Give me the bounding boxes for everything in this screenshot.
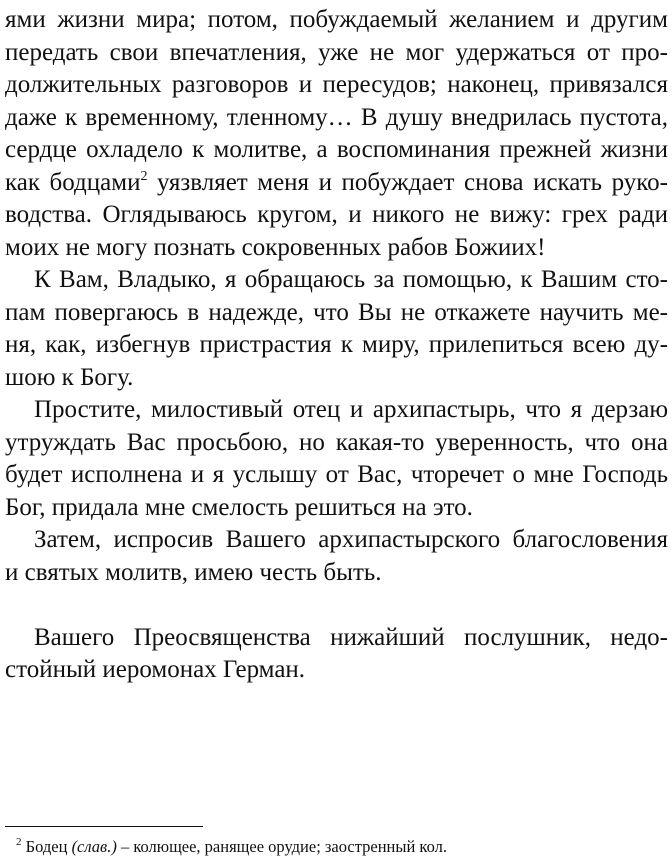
text-fragment: как бодцами <box>5 168 141 196</box>
text-line: утруждать Вас просьбою, но какая-то уверенность, что она <box>5 428 668 456</box>
footnote-term: Бодец <box>25 837 68 856</box>
text-line-with-footnote-ref <box>5 167 668 200</box>
text-line: К Вам, Владыко, я обращаюсь за помощью, к Вашим сто- <box>34 266 668 293</box>
text-line: пам повергаюсь в надежде, что Вы не откажете научить ме- <box>5 298 668 326</box>
text-line: должительных разговоров и пересудов; наконец, привязался <box>5 71 668 98</box>
signature-line: стойный иеромонах Герман. <box>5 656 306 683</box>
text-line: ями жизни мира; потом, побуждаемый желанием и другим <box>5 6 668 33</box>
text-line: моих не могу познать сокровенных рабов Божиих! <box>5 233 546 261</box>
text-line: водства. Оглядываюсь кругом, и никого не вижу: грех ради <box>5 201 668 228</box>
signature-line: Вашего Преосвященства нижайший послушник, недо- <box>34 623 668 651</box>
paragraph-gap <box>5 589 668 622</box>
footnote <box>16 836 447 858</box>
text-line: сердце охладело к молитве, а воспоминания прежней жизни <box>5 136 668 163</box>
footnote-number: 2 <box>16 836 22 848</box>
text-line: будет исполнена и я услышу от Вас, чторечет о мне Господь <box>5 461 668 488</box>
footnote-reference[interactable]: 2 <box>140 168 148 184</box>
footnote-definition: – колющее, ранящее орудие; заостренный кол. <box>116 837 447 856</box>
text-line: и святых молитв, имею честь быть. <box>5 558 382 586</box>
text-line: Бог, придала мне смелость решиться на это. <box>5 493 473 521</box>
footnote-divider <box>5 826 203 827</box>
text-line: передать свои впечатления, уже не мог удержаться от про- <box>5 38 668 66</box>
text-fragment: уязвляет меня и побуждает снова искать руко- <box>147 168 668 196</box>
text-line: ня, как, избегнув пристрастия к миру, прилепиться всею ду- <box>5 331 668 358</box>
text-line: Простите, милостивый отец и архипастырь, что я дерзаю <box>34 396 668 423</box>
text-line: даже к временному, тленному… В душу внедрилась пустота, <box>5 103 668 131</box>
footnote-label: (слав.) <box>71 837 117 856</box>
text-line: шою к Богу. <box>5 363 134 391</box>
text-line: Затем, испросив Вашего архипастырского благословения <box>34 526 668 553</box>
letter-body <box>5 4 668 687</box>
